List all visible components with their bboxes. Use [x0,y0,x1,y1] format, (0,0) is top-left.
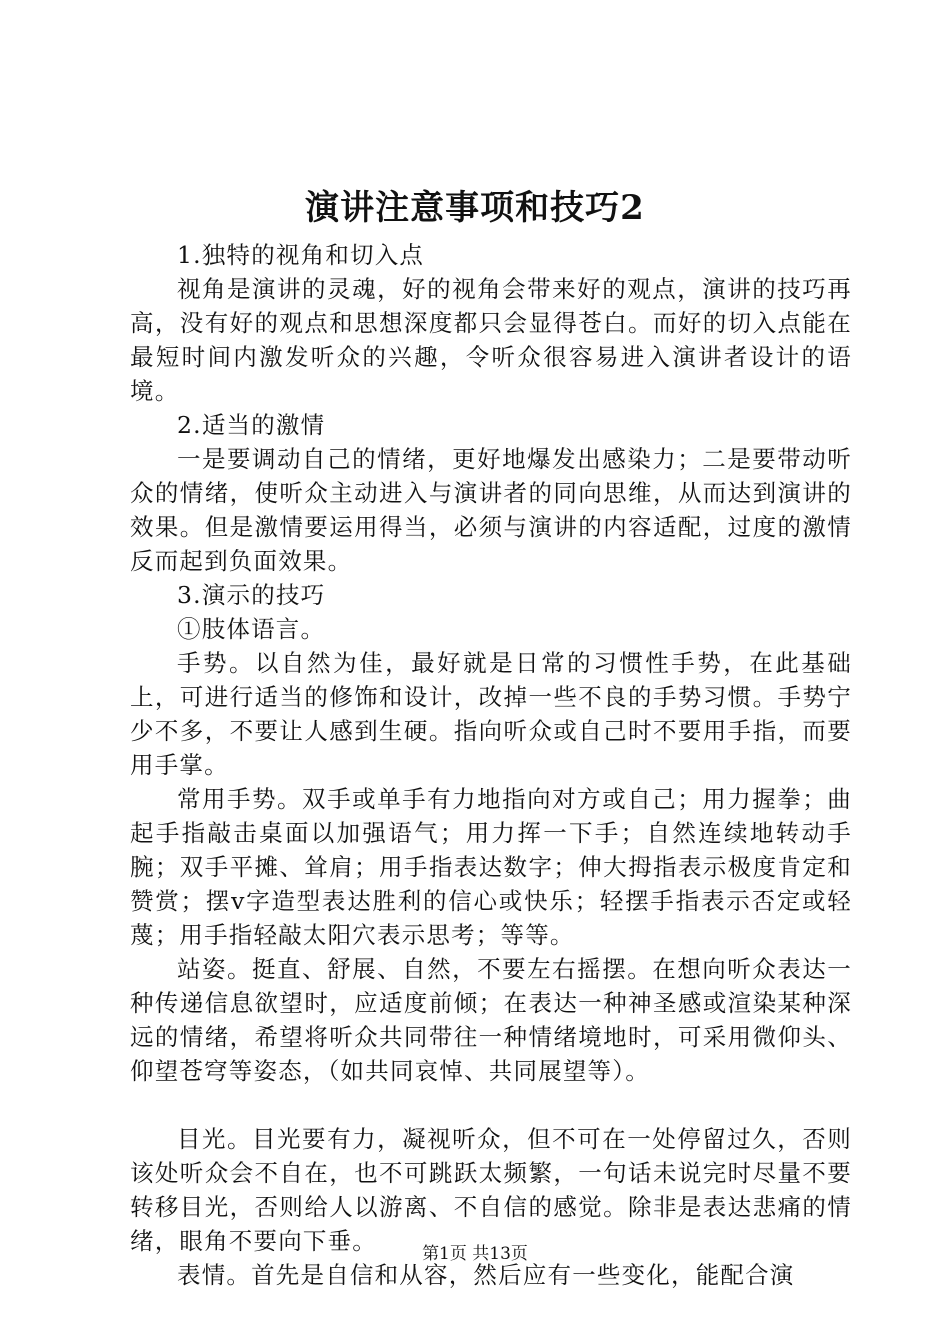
paragraph: 一是要调动自己的情绪，更好地爆发出感染力；二是要带动听众的情绪，使听众主动进入与演讲者的同向思维，从而达到演讲的效果。但是激情要运用得当，必须与演讲的内容适配，过度的激情反而起到负面效果。 [130,445,852,575]
document-body [130,238,852,1292]
paragraph: 站姿。挺直、舒展、自然，不要左右摇摆。在想向听众表达一种传递信息欲望时，应适度前倾；在表达一种神圣感或渲染某种深远的情绪，希望将听众共同带往一种情绪境地时，可采用微仰头、仰望苍穹等姿态，（如共同哀悼、共同展望等）。 [130,955,852,1085]
subsection-heading: ①肢体语言。 [177,615,326,643]
paragraph: 视角是演讲的灵魂，好的视角会带来好的观点，演讲的技巧再高，没有好的观点和思想深度都只会显得苍白。而好的切入点能在最短时间内激发听众的兴趣，令听众很容易进入演讲者设计的语境。 [130,275,852,405]
section-heading: 3.演示的技巧 [177,581,326,609]
blank-line [130,1088,852,1122]
paragraph: 常用手势。双手或单手有力地指向对方或自己；用力握拳；曲起手指敲击桌面以加强语气；用力挥一下手；自然连续地转动手腕；双手平摊、耸肩；用手指表达数字；伸大拇指表示极度肯定和赞赏；摆v字造型表达胜利的信心或快乐；轻摆手指表示否定或轻蔑；用手指轻敲太阳穴表示思考；等等。 [130,785,852,949]
page-footer: 第1页 共13页 [422,1244,528,1264]
section-heading: 2.适当的激情 [177,411,326,439]
section-heading: 1.独特的视角和切入点 [177,241,425,269]
document-title: 演讲注意事项和技巧2 [305,188,645,228]
paragraph: 手势。以自然为佳，最好就是日常的习惯性手势，在此基础上，可进行适当的修饰和设计，改掉一些不良的手势习惯。手势宁少不多，不要让人感到生硬。指向听众或自己时不要用手指，而要用手掌。 [130,649,852,779]
paragraph: 目光。目光要有力，凝视听众，但不可在一处停留过久，否则该处听众会不自在，也不可跳跃太频繁，一句话未说完时尽量不要转移目光，否则给人以游离、不自信的感觉。除非是表达悲痛的情绪，眼角不要向下垂。 [130,1125,852,1255]
paragraph: 表情。首先是自信和从容，然后应有一些变化，能配合演 [177,1261,795,1289]
